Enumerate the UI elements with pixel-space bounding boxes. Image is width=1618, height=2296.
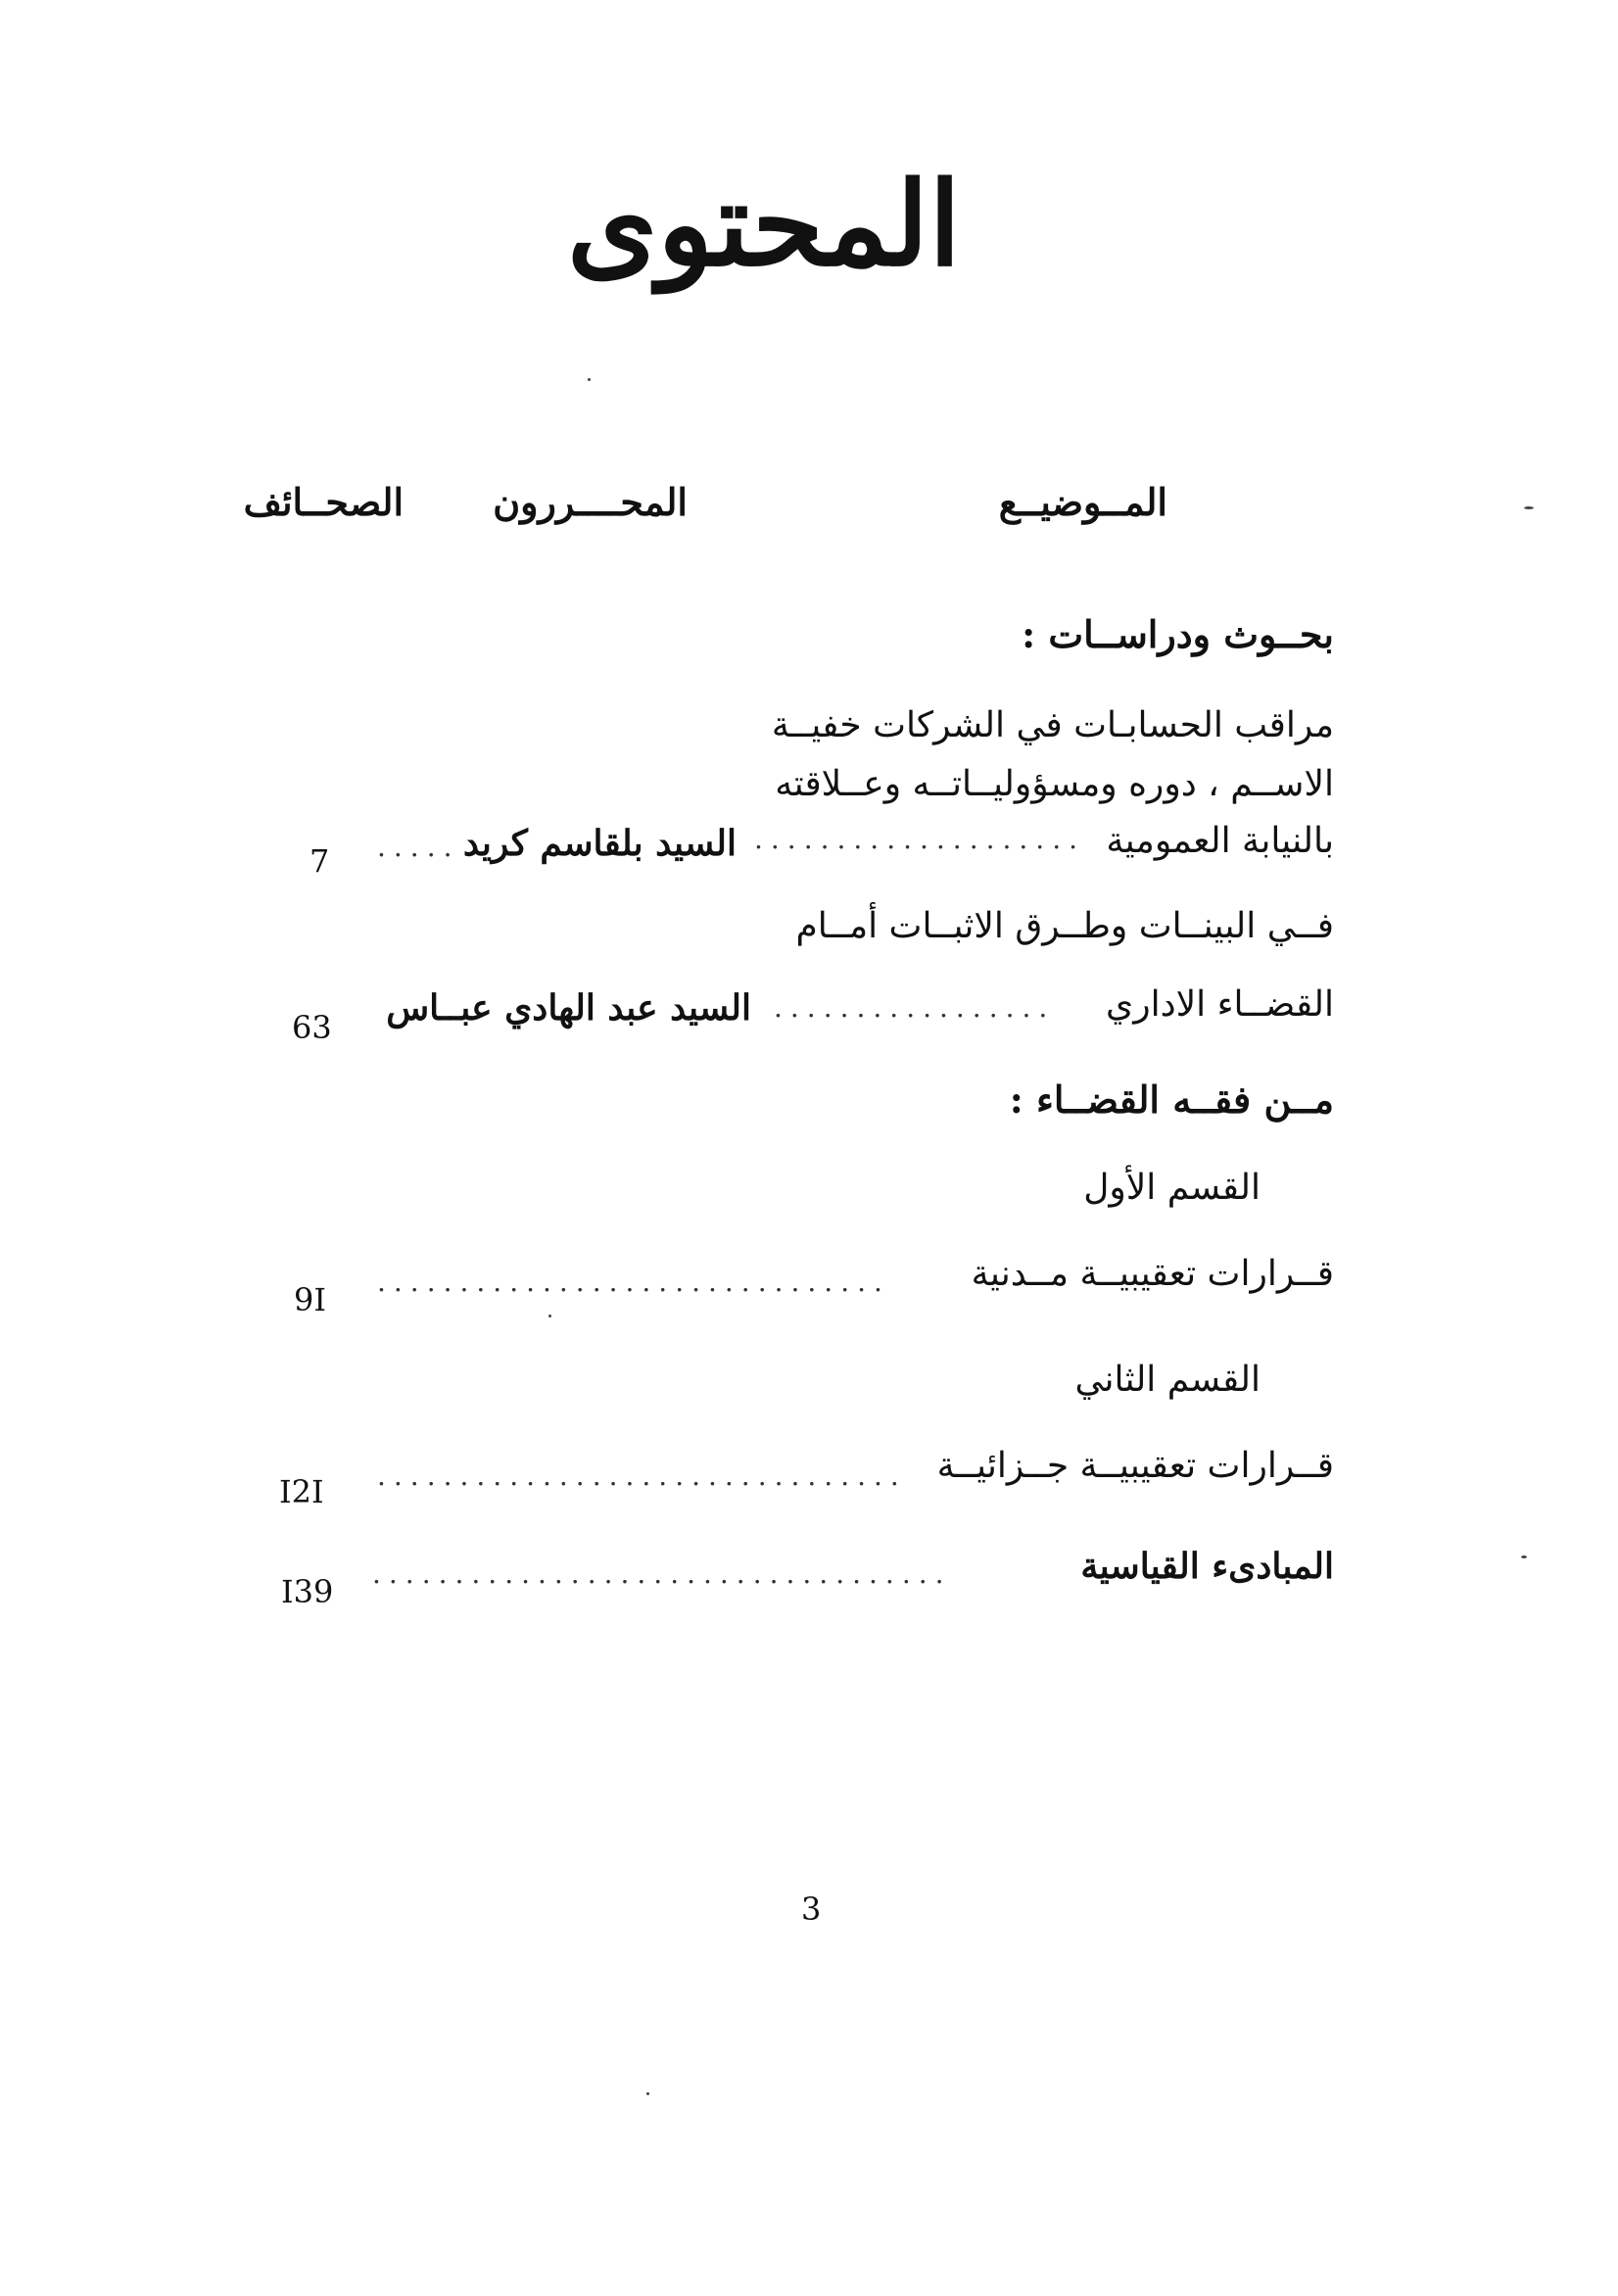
entry-3-page-number: 9I xyxy=(294,1281,326,1318)
entry-2-author: السيد عبد الهادي عبــاس xyxy=(386,987,751,1028)
entry-2-leader-dots: ................. xyxy=(774,991,1056,1024)
column-header-editors: المحــــررون xyxy=(493,480,688,524)
entry-1-leader-dots-2: ..... xyxy=(377,831,460,863)
entry-5-leader-dots: ................................... xyxy=(372,1557,952,1590)
scan-speck xyxy=(1524,506,1534,509)
scan-speck xyxy=(548,1315,551,1317)
entry-3-title: قــرارات تعقيبيــة مــدنية xyxy=(971,1254,1334,1294)
entry-1-author: السيد بلقاسم كريد xyxy=(462,823,737,864)
entry-2-title-line-2: القضــاء الاداري xyxy=(1106,984,1334,1025)
part-one-heading: القسم الأول xyxy=(1083,1168,1261,1208)
entry-2-page-number: 63 xyxy=(292,1009,332,1046)
entry-2-title-line-1: فــي البينــات وطــرق الاثبــات أمــام xyxy=(795,906,1334,946)
scan-speck xyxy=(588,378,591,381)
column-header-topic: المــوضيــع xyxy=(998,480,1167,524)
scan-speck xyxy=(646,2092,649,2095)
entry-4-title: قــرارات تعقيبيــة جــزائيــة xyxy=(936,1446,1334,1486)
scan-speck xyxy=(1521,1555,1527,1558)
entry-5-page-number: I39 xyxy=(281,1573,334,1610)
entry-5-title: المبادىء القياسية xyxy=(1080,1546,1334,1587)
section-heading-research: بحــوث ودراســات : xyxy=(1022,612,1334,656)
page-title: المحتوى xyxy=(566,156,962,292)
entry-1-title-line-1: مراقب الحسابـات في الشركات خفيــة xyxy=(771,705,1334,745)
entry-1-leader-dots: .................... xyxy=(754,823,1086,855)
page-number: 3 xyxy=(801,1890,822,1928)
entry-4-leader-dots: ................................ xyxy=(377,1459,907,1492)
entry-4-page-number: I2I xyxy=(279,1473,324,1510)
entry-1-title-line-3: بالنيابة العمومية xyxy=(1106,821,1334,861)
entry-3-leader-dots: ............................... xyxy=(377,1266,890,1298)
entry-1-title-line-2: الاســم ، دوره ومسؤوليــاتــه وعــلاقته xyxy=(775,764,1334,804)
section-heading-jurisprudence: مــن فقــه القضــاء : xyxy=(1009,1077,1334,1122)
entry-1-page-number: 7 xyxy=(309,842,330,880)
part-two-heading: القسم الثاني xyxy=(1074,1360,1261,1400)
column-header-pages: الصحــائف xyxy=(243,480,404,524)
